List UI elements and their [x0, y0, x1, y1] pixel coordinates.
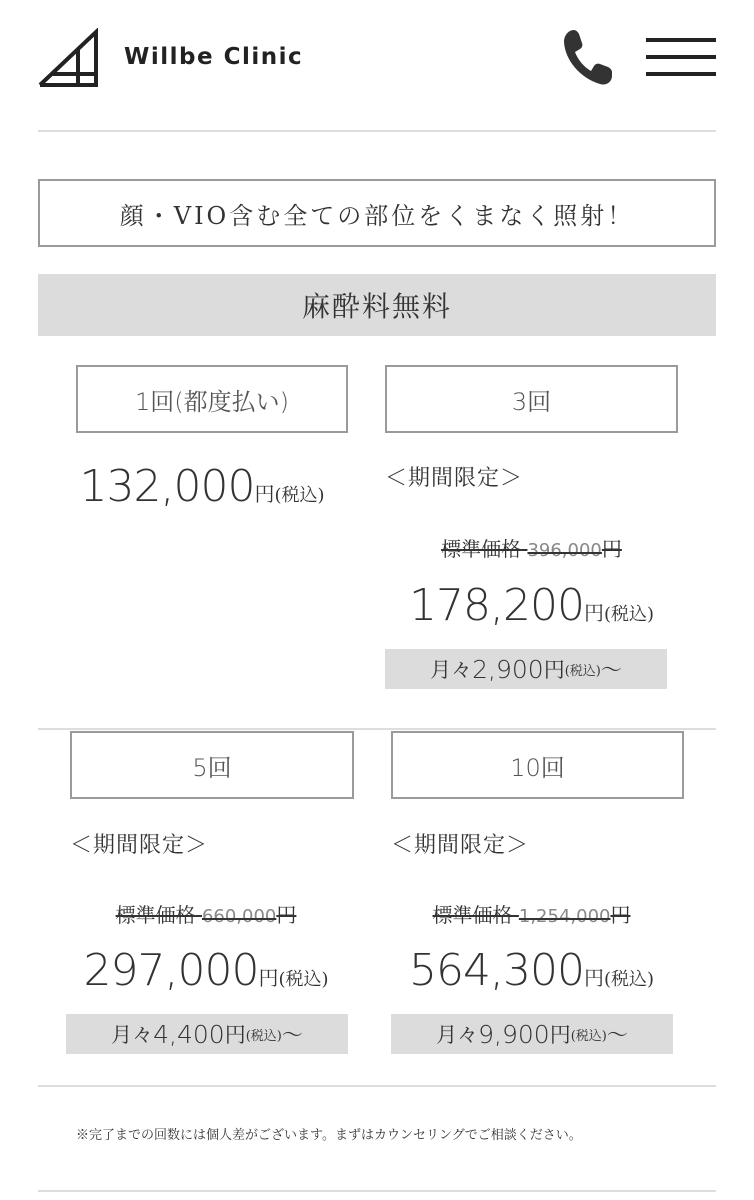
plan-1-times	[76, 365, 348, 515]
monthly-prefix: 月々	[111, 1023, 154, 1047]
regular-price-yen: 円	[276, 903, 297, 927]
monthly-prefix: 月々	[436, 1023, 479, 1047]
limited-time-label: ＜期間限定＞	[70, 833, 209, 858]
menu-bar	[646, 55, 716, 59]
plan-5-times	[70, 731, 354, 1061]
monthly-number: 9,900	[478, 1019, 550, 1049]
divider	[38, 130, 716, 132]
plan-3-times	[385, 365, 678, 695]
monthly-suffix: ～	[281, 1023, 303, 1047]
price-number: 564,300	[409, 945, 584, 996]
monthly-prefix: 月々	[430, 658, 473, 682]
regular-price-label: 標準価格	[115, 903, 196, 927]
monthly-yen: 円	[543, 658, 565, 682]
anesthesia-free-banner: 麻酔料無料	[38, 274, 716, 336]
price-tax: (税込)	[603, 969, 654, 990]
regular-price	[385, 899, 678, 928]
regular-price-number: 1,254,000	[518, 906, 611, 927]
monthly-price-band	[385, 649, 667, 689]
tagline-banner: 顔・VIO含む全ての部位をくまなく照射！	[38, 179, 716, 247]
monthly-tax: (税込)	[245, 1028, 282, 1044]
plan-label-box: 5回	[70, 731, 354, 799]
monthly-number: 2,900	[472, 654, 544, 684]
price-yen: 円	[254, 482, 275, 506]
price-number: 297,000	[83, 945, 259, 996]
regular-price-number: 660,000	[201, 906, 277, 927]
monthly-suffix: ～	[600, 658, 622, 682]
triangle-logo-icon[interactable]	[38, 28, 102, 88]
divider	[38, 728, 716, 730]
limited-time-label: ＜期間限定＞	[391, 833, 530, 858]
menu-bar	[646, 72, 716, 76]
monthly-number: 4,400	[153, 1019, 225, 1049]
phone-icon[interactable]	[560, 26, 616, 88]
limited-time-label: ＜期間限定＞	[385, 466, 524, 491]
divider	[38, 1085, 716, 1087]
price-tax: (税込)	[603, 604, 654, 625]
monthly-tax: (税込)	[564, 663, 601, 679]
plan-label-box: 3回	[385, 365, 678, 433]
regular-price	[385, 533, 678, 562]
footnote: ※完了までの回数には個人差がございます。まずはカウンセリングでご相談ください。	[76, 1128, 582, 1143]
price-yen: 円	[258, 966, 279, 990]
monthly-price-band	[66, 1014, 348, 1054]
price-number: 132,000	[79, 461, 255, 512]
divider	[38, 1190, 716, 1192]
regular-price-number: 396,000	[527, 540, 602, 561]
monthly-tax: (税込)	[570, 1028, 607, 1044]
regular-price-yen: 円	[610, 903, 631, 927]
regular-price-yen: 円	[601, 537, 622, 561]
price-number: 178,200	[409, 580, 584, 631]
menu-bar	[646, 38, 716, 42]
plan-price	[385, 945, 678, 996]
price-yen: 円	[583, 966, 604, 990]
monthly-yen: 円	[549, 1023, 571, 1047]
price-tax: (税込)	[274, 485, 325, 506]
regular-price	[64, 899, 348, 928]
plan-price	[64, 945, 348, 996]
monthly-suffix: ～	[606, 1023, 628, 1047]
monthly-yen: 円	[224, 1023, 246, 1047]
price-yen: 円	[583, 601, 604, 625]
regular-price-label: 標準価格	[432, 903, 513, 927]
plan-10-times	[391, 731, 684, 1061]
header	[0, 0, 754, 120]
regular-price-label: 標準価格	[441, 537, 522, 561]
plan-price	[66, 461, 338, 512]
plan-label-box: 1回(都度払い)	[76, 365, 348, 433]
hamburger-menu-icon[interactable]	[646, 38, 716, 80]
plan-price	[385, 580, 678, 631]
monthly-price-band	[391, 1014, 673, 1054]
plan-label-box: 10回	[391, 731, 684, 799]
logo-text[interactable]: Willbe Clinic	[124, 44, 304, 70]
price-tax: (税込)	[278, 969, 329, 990]
